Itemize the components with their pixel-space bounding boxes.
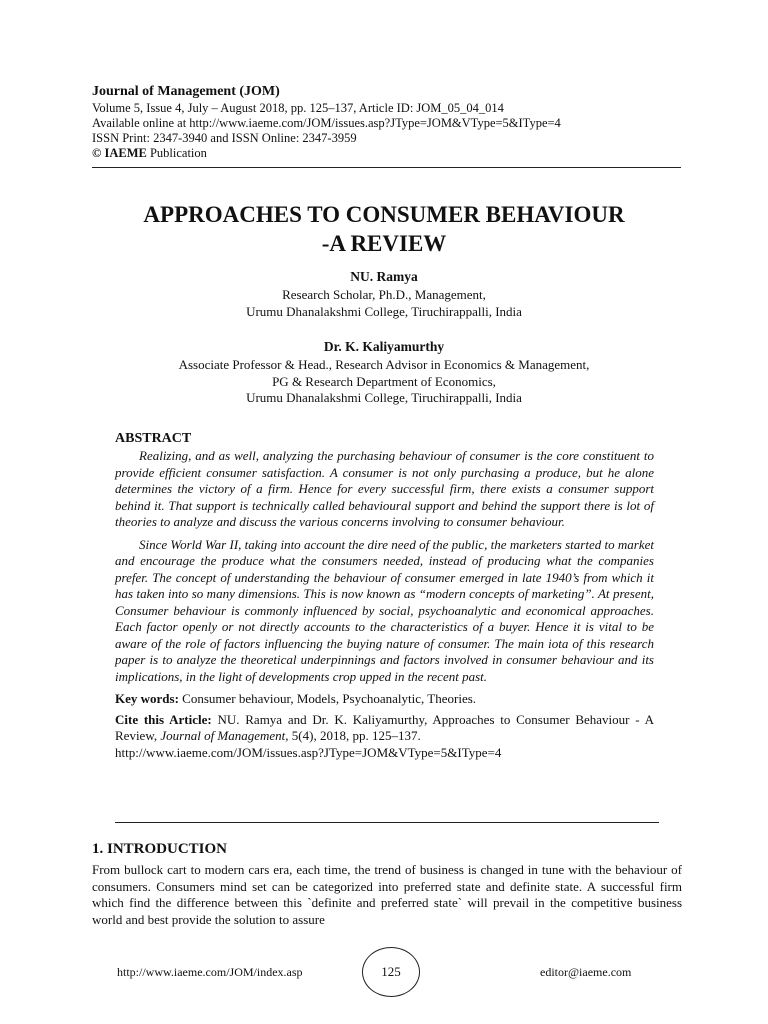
citation bbox=[115, 712, 654, 762]
footer-email[interactable]: editor@iaeme.com bbox=[540, 965, 632, 979]
author-affiliation: Research Scholar, Ph.D., Management, bbox=[282, 287, 486, 302]
abstract-section bbox=[115, 430, 654, 761]
abstract-paragraph: Since World War II, taking into account the dire need of the public, the marketers started to market and encourage the produce what the consumers needed, instead of producing what the companies prefer. The concept of understanding the behaviour of consumer emerged in late 1940’s from which it has taken into so many dimensions. This is now known as “modern concepts of marketing”. At present, Consumer behaviour is commonly influenced by social, psychoanalytic and economical approaches. Each factor openly or not directly accounts to the characteristics of a buyer. Hence it is vital to be aware of the role of factors influencing the buying nature of consumer. The main iota of this research paper is to analyze the theoretical underpinnings and factors involved in consumer behaviour and its implications, in the light of developments crop upped in the recent past. bbox=[115, 536, 654, 684]
keywords-label: Key words: bbox=[115, 691, 179, 706]
issn-line: ISSN Print: 2347-3940 and ISSN Online: 2347-3959 bbox=[92, 131, 357, 145]
journal-name: Journal of Management (JOM) bbox=[92, 84, 280, 99]
citation-label: Cite this Article: bbox=[115, 711, 212, 727]
author-name: Dr. K. Kaliyamurthy bbox=[323, 339, 445, 354]
citation-url[interactable]: http://www.iaeme.com/JOM/issues.asp?JType=JOM&VType=5&IType=4 bbox=[115, 744, 502, 760]
paper-title bbox=[80, 200, 688, 258]
introduction-section bbox=[92, 840, 682, 928]
publisher-suffix: Publication bbox=[146, 146, 207, 160]
author-affiliation: Associate Professor & Head., Research Advisor in Economics & Management, bbox=[178, 357, 590, 372]
citation-text: , 5(4), 2018, pp. 125–137. bbox=[285, 728, 421, 743]
title-line-2: -A REVIEW bbox=[321, 231, 447, 256]
introduction-text: From bullock cart to modern cars era, each time, the trend of business is changed in tune with the behaviour of consumers. Consumers mind set can be categorized into preferred state and definite state. A successful firm which find the difference between this `definite and preferred state` will prevail in the competitive business world and best provide the solution to assure bbox=[92, 862, 682, 927]
footer-url[interactable]: http://www.iaeme.com/JOM/index.asp bbox=[117, 965, 303, 979]
abstract-paragraph: Realizing, and as well, analyzing the purchasing behaviour of consumer is the core constituent to provide efficient consumer satisfaction. A consumer is not only purchasing a produce, but he alone determines the victory of a firm. Hence for every successful firm, there exists a consumer support behind it. That support is technically called behavioural support and behind the support there is lot of theories to analyze and discuss the various concerns involving to consumer behaviour. bbox=[115, 448, 654, 529]
author-affiliation: Urumu Dhanalakshmi College, Tiruchirappalli, India bbox=[246, 390, 522, 405]
citation-text: NU. Ramya and Dr. K. Kaliyamurthy, Approaches to Consumer Behaviour - A Review, bbox=[115, 711, 654, 743]
abstract-heading: ABSTRACT bbox=[115, 431, 192, 446]
page-number-text: 125 bbox=[381, 964, 401, 979]
author-2 bbox=[80, 338, 688, 407]
keywords bbox=[115, 691, 654, 708]
introduction-heading: 1. INTRODUCTION bbox=[92, 841, 228, 857]
journal-header bbox=[92, 83, 682, 161]
page-number bbox=[362, 947, 420, 997]
author-affiliation: Urumu Dhanalakshmi College, Tiruchirappalli, India bbox=[246, 303, 522, 319]
publisher-brand: © IAEME bbox=[92, 146, 147, 160]
publisher-line bbox=[92, 146, 682, 161]
abstract-rule bbox=[115, 822, 659, 823]
title-line-1: APPROACHES TO CONSUMER BEHAVIOUR bbox=[143, 202, 625, 227]
citation-journal: Journal of Management bbox=[160, 728, 286, 743]
keywords-text: Consumer behaviour, Models, Psychoanalytic, Theories. bbox=[178, 691, 477, 706]
author-name: NU. Ramya bbox=[350, 269, 418, 284]
volume-info: Volume 5, Issue 4, July – August 2018, pp. 125–137, Article ID: JOM_05_04_014 bbox=[92, 101, 504, 115]
author-1 bbox=[80, 268, 688, 320]
header-rule bbox=[92, 167, 681, 168]
author-affiliation: PG & Research Department of Economics, bbox=[272, 373, 496, 389]
availability-line: Available online at http://www.iaeme.com/JOM/issues.asp?JType=JOM&VType=5&IType=4 bbox=[92, 116, 561, 130]
